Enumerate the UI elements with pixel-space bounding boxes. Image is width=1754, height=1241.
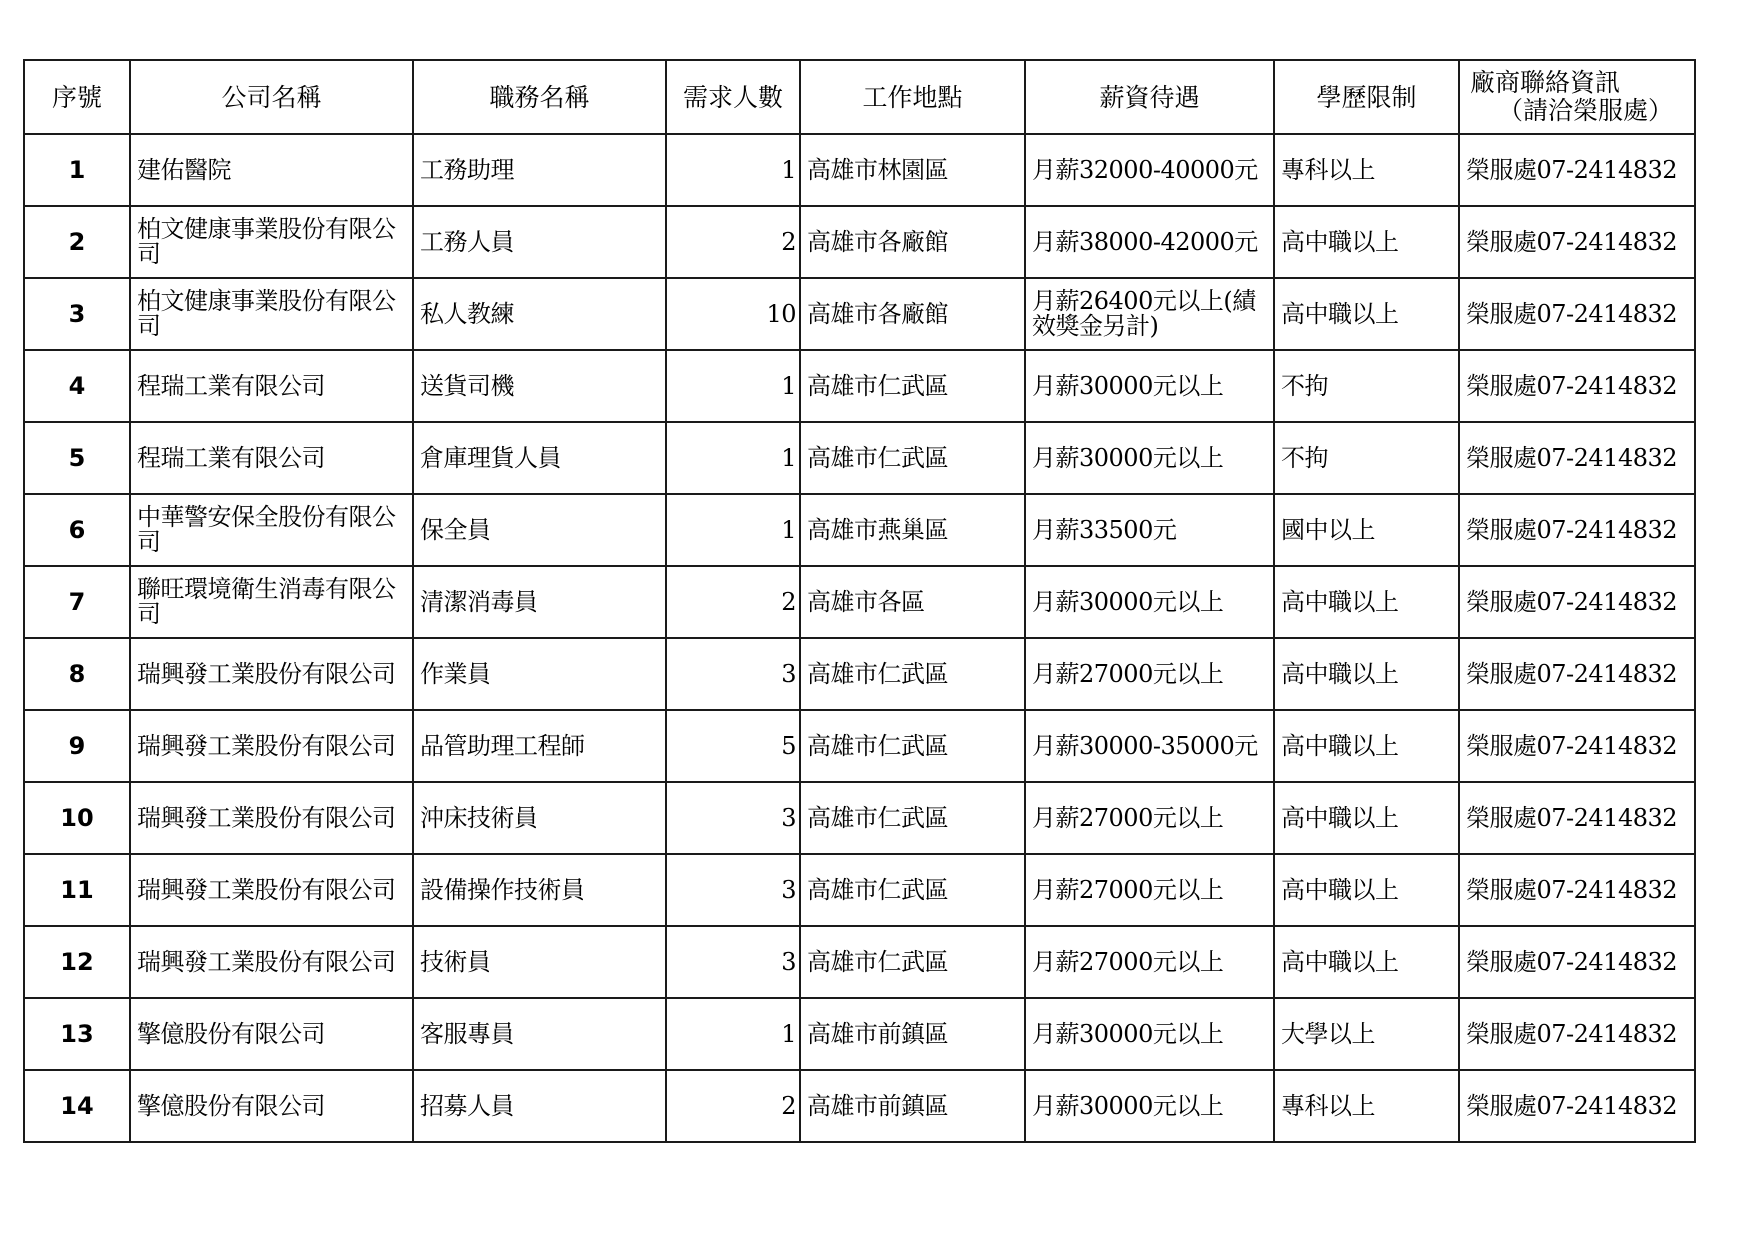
salary-cell: 月薪30000元以上 [1025, 998, 1274, 1070]
contact-info-cell: 榮服處07-2414832 [1459, 566, 1695, 638]
position-name-cell: 客服專員 [413, 998, 666, 1070]
header-education: 學歷限制 [1274, 60, 1459, 134]
table-row [24, 638, 1695, 710]
position-name-cell: 送貨司機 [413, 350, 666, 422]
work-location-cell: 高雄市各廠館 [800, 278, 1025, 350]
row-no-cell: 7 [24, 566, 130, 638]
work-location-cell: 高雄市仁武區 [800, 854, 1025, 926]
position-name-cell: 倉庫理貨人員 [413, 422, 666, 494]
headcount-cell: 2 [666, 206, 800, 278]
education-requirement-cell: 高中職以上 [1274, 638, 1459, 710]
row-no-cell: 1 [24, 134, 130, 206]
company-name-cell: 瑞興發工業股份有限公司 [130, 854, 413, 926]
salary-cell: 月薪30000元以上 [1025, 566, 1274, 638]
table-row [24, 782, 1695, 854]
contact-info-cell: 榮服處07-2414832 [1459, 638, 1695, 710]
position-name-cell: 設備操作技術員 [413, 854, 666, 926]
education-requirement-cell: 大學以上 [1274, 998, 1459, 1070]
table-row [24, 494, 1695, 566]
work-location-cell: 高雄市仁武區 [800, 422, 1025, 494]
table-row [24, 1070, 1695, 1142]
salary-cell: 月薪30000元以上 [1025, 422, 1274, 494]
company-name-cell: 瑞興發工業股份有限公司 [130, 782, 413, 854]
position-name-cell: 沖床技術員 [413, 782, 666, 854]
header-row [24, 60, 1695, 134]
company-name-cell: 擎億股份有限公司 [130, 1070, 413, 1142]
salary-cell: 月薪27000元以上 [1025, 926, 1274, 998]
headcount-cell: 1 [666, 494, 800, 566]
education-requirement-cell: 不拘 [1274, 422, 1459, 494]
work-location-cell: 高雄市仁武區 [800, 782, 1025, 854]
work-location-cell: 高雄市各廠館 [800, 206, 1025, 278]
contact-info-cell: 榮服處07-2414832 [1459, 134, 1695, 206]
headcount-cell: 3 [666, 782, 800, 854]
table-row [24, 350, 1695, 422]
company-name-cell: 程瑞工業有限公司 [130, 350, 413, 422]
salary-cell: 月薪30000元以上 [1025, 350, 1274, 422]
row-no-cell: 14 [24, 1070, 130, 1142]
salary-cell: 月薪30000-35000元 [1025, 710, 1274, 782]
work-location-cell: 高雄市各區 [800, 566, 1025, 638]
headcount-cell: 1 [666, 998, 800, 1070]
company-name-cell: 柏文健康事業股份有限公司 [130, 206, 413, 278]
company-name-cell: 中華警安保全股份有限公司 [130, 494, 413, 566]
table-row [24, 134, 1695, 206]
contact-info-cell: 榮服處07-2414832 [1459, 998, 1695, 1070]
row-no-cell: 12 [24, 926, 130, 998]
position-name-cell: 作業員 [413, 638, 666, 710]
table-row [24, 422, 1695, 494]
contact-info-cell: 榮服處07-2414832 [1459, 494, 1695, 566]
contact-info-cell: 榮服處07-2414832 [1459, 278, 1695, 350]
headcount-cell: 2 [666, 1070, 800, 1142]
position-name-cell: 保全員 [413, 494, 666, 566]
headcount-cell: 3 [666, 854, 800, 926]
contact-info-cell: 榮服處07-2414832 [1459, 710, 1695, 782]
contact-info-cell: 榮服處07-2414832 [1459, 206, 1695, 278]
company-name-cell: 建佑醫院 [130, 134, 413, 206]
company-name-cell: 柏文健康事業股份有限公司 [130, 278, 413, 350]
education-requirement-cell: 專科以上 [1274, 134, 1459, 206]
headcount-cell: 2 [666, 566, 800, 638]
work-location-cell: 高雄市前鎮區 [800, 1070, 1025, 1142]
header-headcount: 需求人數 [666, 60, 800, 134]
salary-cell: 月薪27000元以上 [1025, 638, 1274, 710]
contact-info-cell: 榮服處07-2414832 [1459, 782, 1695, 854]
contact-info-cell: 榮服處07-2414832 [1459, 1070, 1695, 1142]
company-name-cell: 聯旺環境衛生消毒有限公司 [130, 566, 413, 638]
row-no-cell: 9 [24, 710, 130, 782]
headcount-cell: 3 [666, 926, 800, 998]
table-row [24, 206, 1695, 278]
header-contact-title: 廠商聯絡資訊 [1470, 68, 1621, 97]
salary-cell: 月薪26400元以上(績效獎金另計) [1025, 278, 1274, 350]
row-no-cell: 6 [24, 494, 130, 566]
row-no-cell: 10 [24, 782, 130, 854]
position-name-cell: 工務人員 [413, 206, 666, 278]
row-no-cell: 2 [24, 206, 130, 278]
salary-cell: 月薪27000元以上 [1025, 854, 1274, 926]
header-contact [1459, 60, 1695, 134]
education-requirement-cell: 高中職以上 [1274, 782, 1459, 854]
work-location-cell: 高雄市前鎮區 [800, 998, 1025, 1070]
education-requirement-cell: 國中以上 [1274, 494, 1459, 566]
position-name-cell: 清潔消毒員 [413, 566, 666, 638]
header-salary: 薪資待遇 [1025, 60, 1274, 134]
education-requirement-cell: 高中職以上 [1274, 710, 1459, 782]
salary-cell: 月薪33500元 [1025, 494, 1274, 566]
company-name-cell: 程瑞工業有限公司 [130, 422, 413, 494]
contact-info-cell: 榮服處07-2414832 [1459, 350, 1695, 422]
position-name-cell: 工務助理 [413, 134, 666, 206]
table-row [24, 998, 1695, 1070]
headcount-cell: 10 [666, 278, 800, 350]
table-row [24, 710, 1695, 782]
salary-cell: 月薪38000-42000元 [1025, 206, 1274, 278]
row-no-cell: 8 [24, 638, 130, 710]
company-name-cell: 瑞興發工業股份有限公司 [130, 710, 413, 782]
header-location: 工作地點 [800, 60, 1025, 134]
contact-info-cell: 榮服處07-2414832 [1459, 422, 1695, 494]
row-no-cell: 5 [24, 422, 130, 494]
job-listing-table [23, 59, 1696, 1143]
education-requirement-cell: 高中職以上 [1274, 854, 1459, 926]
headcount-cell: 3 [666, 638, 800, 710]
header-contact-note: （請洽榮服處） [1498, 96, 1674, 125]
position-name-cell: 品管助理工程師 [413, 710, 666, 782]
work-location-cell: 高雄市仁武區 [800, 710, 1025, 782]
job-listing-sheet [23, 59, 1694, 1143]
salary-cell: 月薪27000元以上 [1025, 782, 1274, 854]
position-name-cell: 技術員 [413, 926, 666, 998]
salary-cell: 月薪30000元以上 [1025, 1070, 1274, 1142]
header-no: 序號 [24, 60, 130, 134]
work-location-cell: 高雄市仁武區 [800, 638, 1025, 710]
company-name-cell: 瑞興發工業股份有限公司 [130, 926, 413, 998]
row-no-cell: 3 [24, 278, 130, 350]
job-rows [24, 134, 1695, 1142]
position-name-cell: 招募人員 [413, 1070, 666, 1142]
education-requirement-cell: 高中職以上 [1274, 566, 1459, 638]
company-name-cell: 擎億股份有限公司 [130, 998, 413, 1070]
contact-info-cell: 榮服處07-2414832 [1459, 854, 1695, 926]
headcount-cell: 1 [666, 134, 800, 206]
position-name-cell: 私人教練 [413, 278, 666, 350]
table-row [24, 926, 1695, 998]
education-requirement-cell: 高中職以上 [1274, 206, 1459, 278]
salary-cell: 月薪32000-40000元 [1025, 134, 1274, 206]
education-requirement-cell: 高中職以上 [1274, 926, 1459, 998]
table-row [24, 566, 1695, 638]
header-company: 公司名稱 [130, 60, 413, 134]
education-requirement-cell: 高中職以上 [1274, 278, 1459, 350]
row-no-cell: 11 [24, 854, 130, 926]
row-no-cell: 4 [24, 350, 130, 422]
contact-info-cell: 榮服處07-2414832 [1459, 926, 1695, 998]
education-requirement-cell: 專科以上 [1274, 1070, 1459, 1142]
headcount-cell: 1 [666, 350, 800, 422]
education-requirement-cell: 不拘 [1274, 350, 1459, 422]
table-row [24, 278, 1695, 350]
work-location-cell: 高雄市燕巢區 [800, 494, 1025, 566]
headcount-cell: 5 [666, 710, 800, 782]
work-location-cell: 高雄市仁武區 [800, 350, 1025, 422]
row-no-cell: 13 [24, 998, 130, 1070]
company-name-cell: 瑞興發工業股份有限公司 [130, 638, 413, 710]
header-position: 職務名稱 [413, 60, 666, 134]
work-location-cell: 高雄市仁武區 [800, 926, 1025, 998]
table-row [24, 854, 1695, 926]
headcount-cell: 1 [666, 422, 800, 494]
work-location-cell: 高雄市林園區 [800, 134, 1025, 206]
